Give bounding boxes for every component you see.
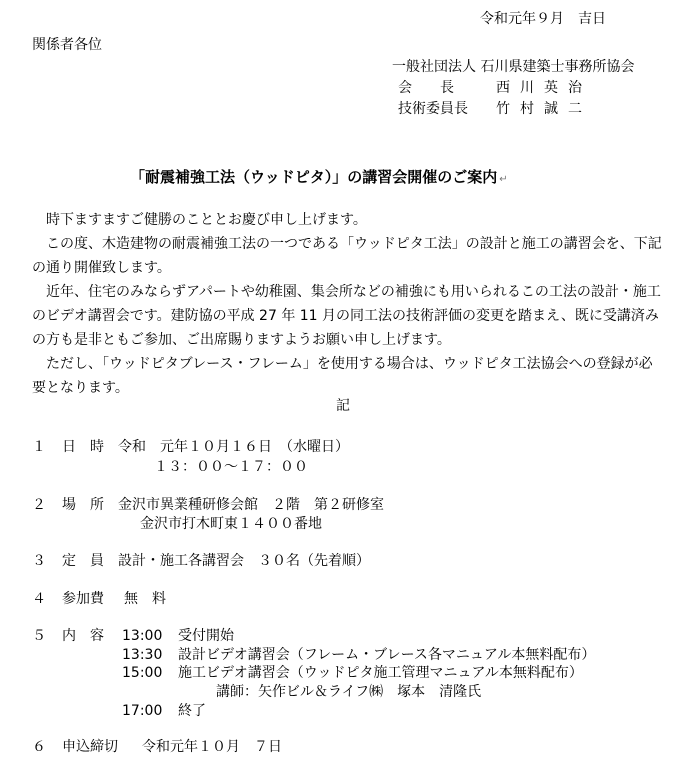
signer-name: 西川英治 — [496, 80, 592, 96]
item-value: 無 料 — [124, 591, 166, 607]
signer-president — [398, 79, 592, 97]
addressee: 関係者各位 — [32, 37, 102, 53]
signer-role: 会 長 — [398, 80, 454, 96]
schedule-row — [122, 627, 234, 646]
schedule-time: 15:00 — [122, 665, 163, 681]
item-venue — [32, 496, 384, 515]
body-paragraph: ただし、「ウッドピタブレース・フレーム」を使用する場合は、ウッドピタ工法協会への登録が必要となります。 — [32, 356, 653, 396]
schedule-text: 終了 — [178, 703, 206, 719]
item-number: ６ — [32, 739, 46, 755]
signer-role: 技術委員長 — [398, 101, 468, 117]
item-label: 申込締切 — [62, 739, 118, 755]
item-capacity — [32, 552, 370, 571]
title-text: 「耐震補強工法（ウッドピタ）」の講習会開催のご案内 — [130, 168, 498, 186]
ki-heading: 記 — [336, 398, 350, 414]
item-label: 参加費 — [62, 591, 104, 607]
schedule-text: 受付開始 — [178, 628, 234, 644]
body-text — [32, 208, 662, 400]
sender-organization: 一般社団法人 石川県建築士事務所協会 — [392, 59, 635, 75]
item-value: 令和元年１０月 ７日 — [142, 739, 282, 755]
schedule-time: 13:00 — [122, 628, 163, 644]
item-number: ５ — [32, 628, 46, 644]
item-deadline — [32, 738, 282, 757]
schedule-row — [122, 646, 595, 665]
item-label: 内 容 — [62, 628, 104, 644]
item-date-time: １３：００～１７：００ — [154, 459, 308, 475]
document-date: 令和元年９月 吉日 — [480, 11, 606, 27]
body-paragraph: この度、木造建物の耐震補強工法の一つである「ウッドピタ工法」の設計と施工の講習会を、下記の通り開催致します。 — [32, 236, 662, 276]
paragraph-mark: ↵ — [499, 174, 508, 185]
signer-committee-chair — [398, 100, 592, 118]
signer-name: 竹村誠二 — [496, 101, 592, 117]
item-date — [32, 438, 349, 457]
item-value: 金沢市異業種研修会館 ２階 第２研修室 — [118, 497, 384, 513]
schedule-row-lecturer: 講師：矢作ビル＆ライフ㈱ 塚本 清隆氏 — [216, 684, 482, 700]
item-label: 定 員 — [62, 553, 104, 569]
item-number: ４ — [32, 591, 46, 607]
body-paragraph: 時下ますますご健勝のこととお慶び申し上げます。 — [46, 212, 367, 228]
item-label: 日 時 — [62, 439, 104, 455]
item-label: 場 所 — [62, 497, 104, 513]
item-number: １ — [32, 439, 46, 455]
item-content — [32, 627, 234, 646]
body-paragraph: 近年、住宅のみならずアパートや幼稚園、集会所などの補強にも用いられるこの工法の設計・施工のビデオ講習会です。建防協の平成 27 年 11 月の同工法の技術評価の変更を踏まえ、既に受講済みの方も是非ともご参加、ご出席賜りますようお願い申し上げます。 — [32, 284, 661, 348]
item-venue-address: 金沢市打木町東１４００番地 — [140, 516, 322, 532]
document-title — [130, 168, 508, 189]
schedule-text: 施工ビデオ講習会（ウッドピタ施工管理マニュアル本無料配布） — [178, 665, 583, 681]
item-number: ２ — [32, 497, 46, 513]
schedule-row — [122, 702, 206, 721]
schedule-row — [122, 664, 583, 683]
item-number: ３ — [32, 553, 46, 569]
item-fee — [32, 590, 166, 609]
schedule-text: 設計ビデオ講習会（フレーム・ブレース各マニュアル本無料配布） — [178, 647, 596, 663]
item-value: 令和 元年１０月１６日 （水曜日） — [118, 439, 349, 455]
schedule-time: 17:00 — [122, 703, 163, 719]
item-value: 設計・施工各講習会 ３０名（先着順） — [118, 553, 370, 569]
schedule-time: 13:30 — [122, 647, 163, 663]
